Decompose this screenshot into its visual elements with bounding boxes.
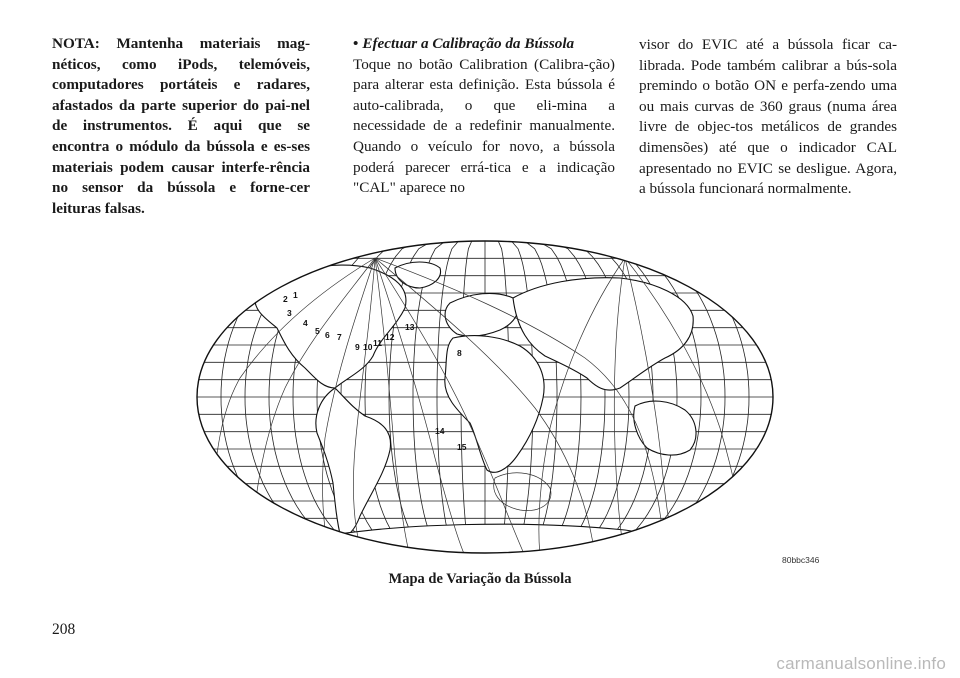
- note-column: [52, 34, 310, 219]
- zone-label: 5: [315, 326, 320, 336]
- calibration-body-part1: Toque no botão Calibration (Calibra-ção) para alterar esta definição. Esta bússola é auto-calibrada, o que eli-mina a necessidade de a redefinir manualmente. Quando o veículo for novo, a bússola poderá parecer errá-tica e a indicação "CAL" aparece no: [353, 55, 615, 197]
- figure-code: 80bbc346: [782, 555, 820, 565]
- page-number: 208: [52, 621, 76, 638]
- calibration-heading: [353, 34, 615, 55]
- continents: [255, 262, 705, 556]
- zone-label: 6: [325, 330, 330, 340]
- zone-label: 13: [405, 322, 415, 332]
- calibration-heading-text: Efectuar a Calibração da Bússola: [362, 35, 575, 52]
- zone-label: 1: [293, 290, 298, 300]
- compass-variation-map: [195, 238, 775, 556]
- zone-label: 11: [373, 338, 382, 348]
- zone-label: 3: [287, 308, 292, 318]
- zone-label: 14: [435, 426, 445, 436]
- calibration-body-part2: visor do EVIC até a bússola ficar ca-librada. Pode também calibrar a bús-sola premindo o botão ON e perfa-zendo uma ou mais curvas de 360 graus (numa área livre de objec-tos metálicos de grandes dimensões) até que o indicador CAL apresentado no EVIC se desligue. Agora, a bússola funcionará normalmente.: [639, 36, 897, 198]
- zone-label: 2: [283, 294, 288, 304]
- zone-label: 12: [385, 332, 395, 342]
- calibration-column: [353, 34, 615, 199]
- figure-caption-text: Mapa de Variação da Bússola: [388, 571, 572, 587]
- zone-label: 4: [303, 318, 308, 328]
- world-map-svg: [195, 238, 775, 556]
- note-text: NOTA: Mantenha materiais mag-néticos, como iPods, telemóveis, computadores portáteis e radares, afastados da parte superior do pai-nel de instrumentos. É aqui que se encontra o módulo da bússola e es-ses materiais podem causar interfe-rência no sensor da bússola e forne-cer leituras falsas.: [52, 35, 310, 217]
- footer-watermark: carmanualsonline.info: [776, 654, 946, 673]
- calibration-column-continued: [639, 35, 897, 200]
- zone-label: 10: [363, 342, 373, 352]
- zone-label: 8: [457, 348, 462, 358]
- figure-caption: [0, 571, 960, 588]
- bullet-glyph: •: [353, 35, 359, 52]
- zone-label: 9: [355, 342, 360, 352]
- zone-label: 15: [457, 442, 467, 452]
- zone-label: 7: [337, 332, 342, 342]
